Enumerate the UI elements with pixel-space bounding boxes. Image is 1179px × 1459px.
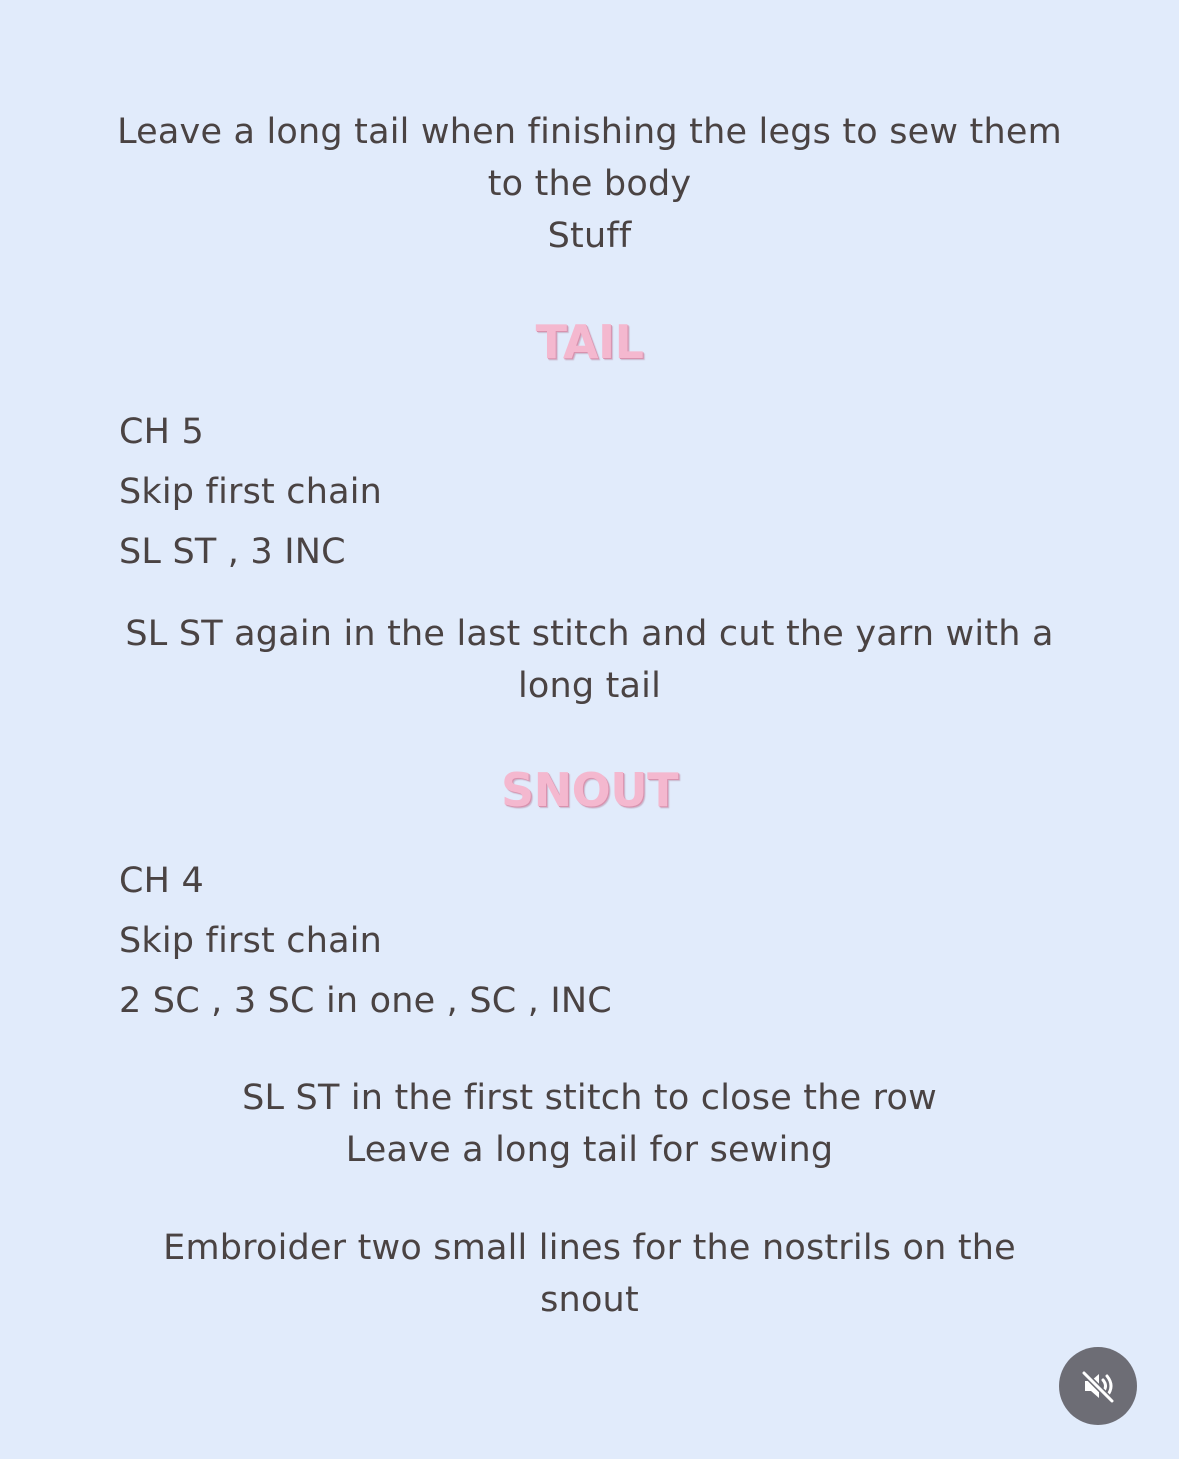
snout-close-line-1: SL ST in the first stitch to close the row bbox=[242, 1078, 937, 1118]
tail-finish-line-1: SL ST again in the last stitch and cut the yarn with a bbox=[125, 614, 1054, 654]
speaker-muted-icon bbox=[1078, 1366, 1118, 1406]
tail-step-2: Skip first chain bbox=[119, 472, 383, 512]
snout-embroider-line-1: Embroider two small lines for the nostrils on the bbox=[163, 1228, 1016, 1268]
intro-line-3: Stuff bbox=[547, 216, 632, 256]
tail-heading: TAIL bbox=[535, 315, 644, 369]
tail-step-3: SL ST , 3 INC bbox=[119, 532, 346, 572]
intro-line-1: Leave a long tail when finishing the legs to sew them bbox=[117, 112, 1062, 152]
mute-button[interactable] bbox=[1059, 1347, 1137, 1425]
tail-step-1: CH 5 bbox=[119, 412, 204, 452]
snout-close-line-2: Leave a long tail for sewing bbox=[345, 1130, 834, 1170]
snout-step-1: CH 4 bbox=[119, 861, 204, 901]
snout-heading: SNOUT bbox=[501, 763, 678, 817]
snout-embroider-line-2: snout bbox=[540, 1280, 639, 1320]
intro-line-2: to the body bbox=[487, 164, 692, 204]
snout-step-3: 2 SC , 3 SC in one , SC , INC bbox=[119, 981, 612, 1021]
snout-step-2: Skip first chain bbox=[119, 921, 383, 961]
tail-finish-line-2: long tail bbox=[517, 666, 662, 706]
